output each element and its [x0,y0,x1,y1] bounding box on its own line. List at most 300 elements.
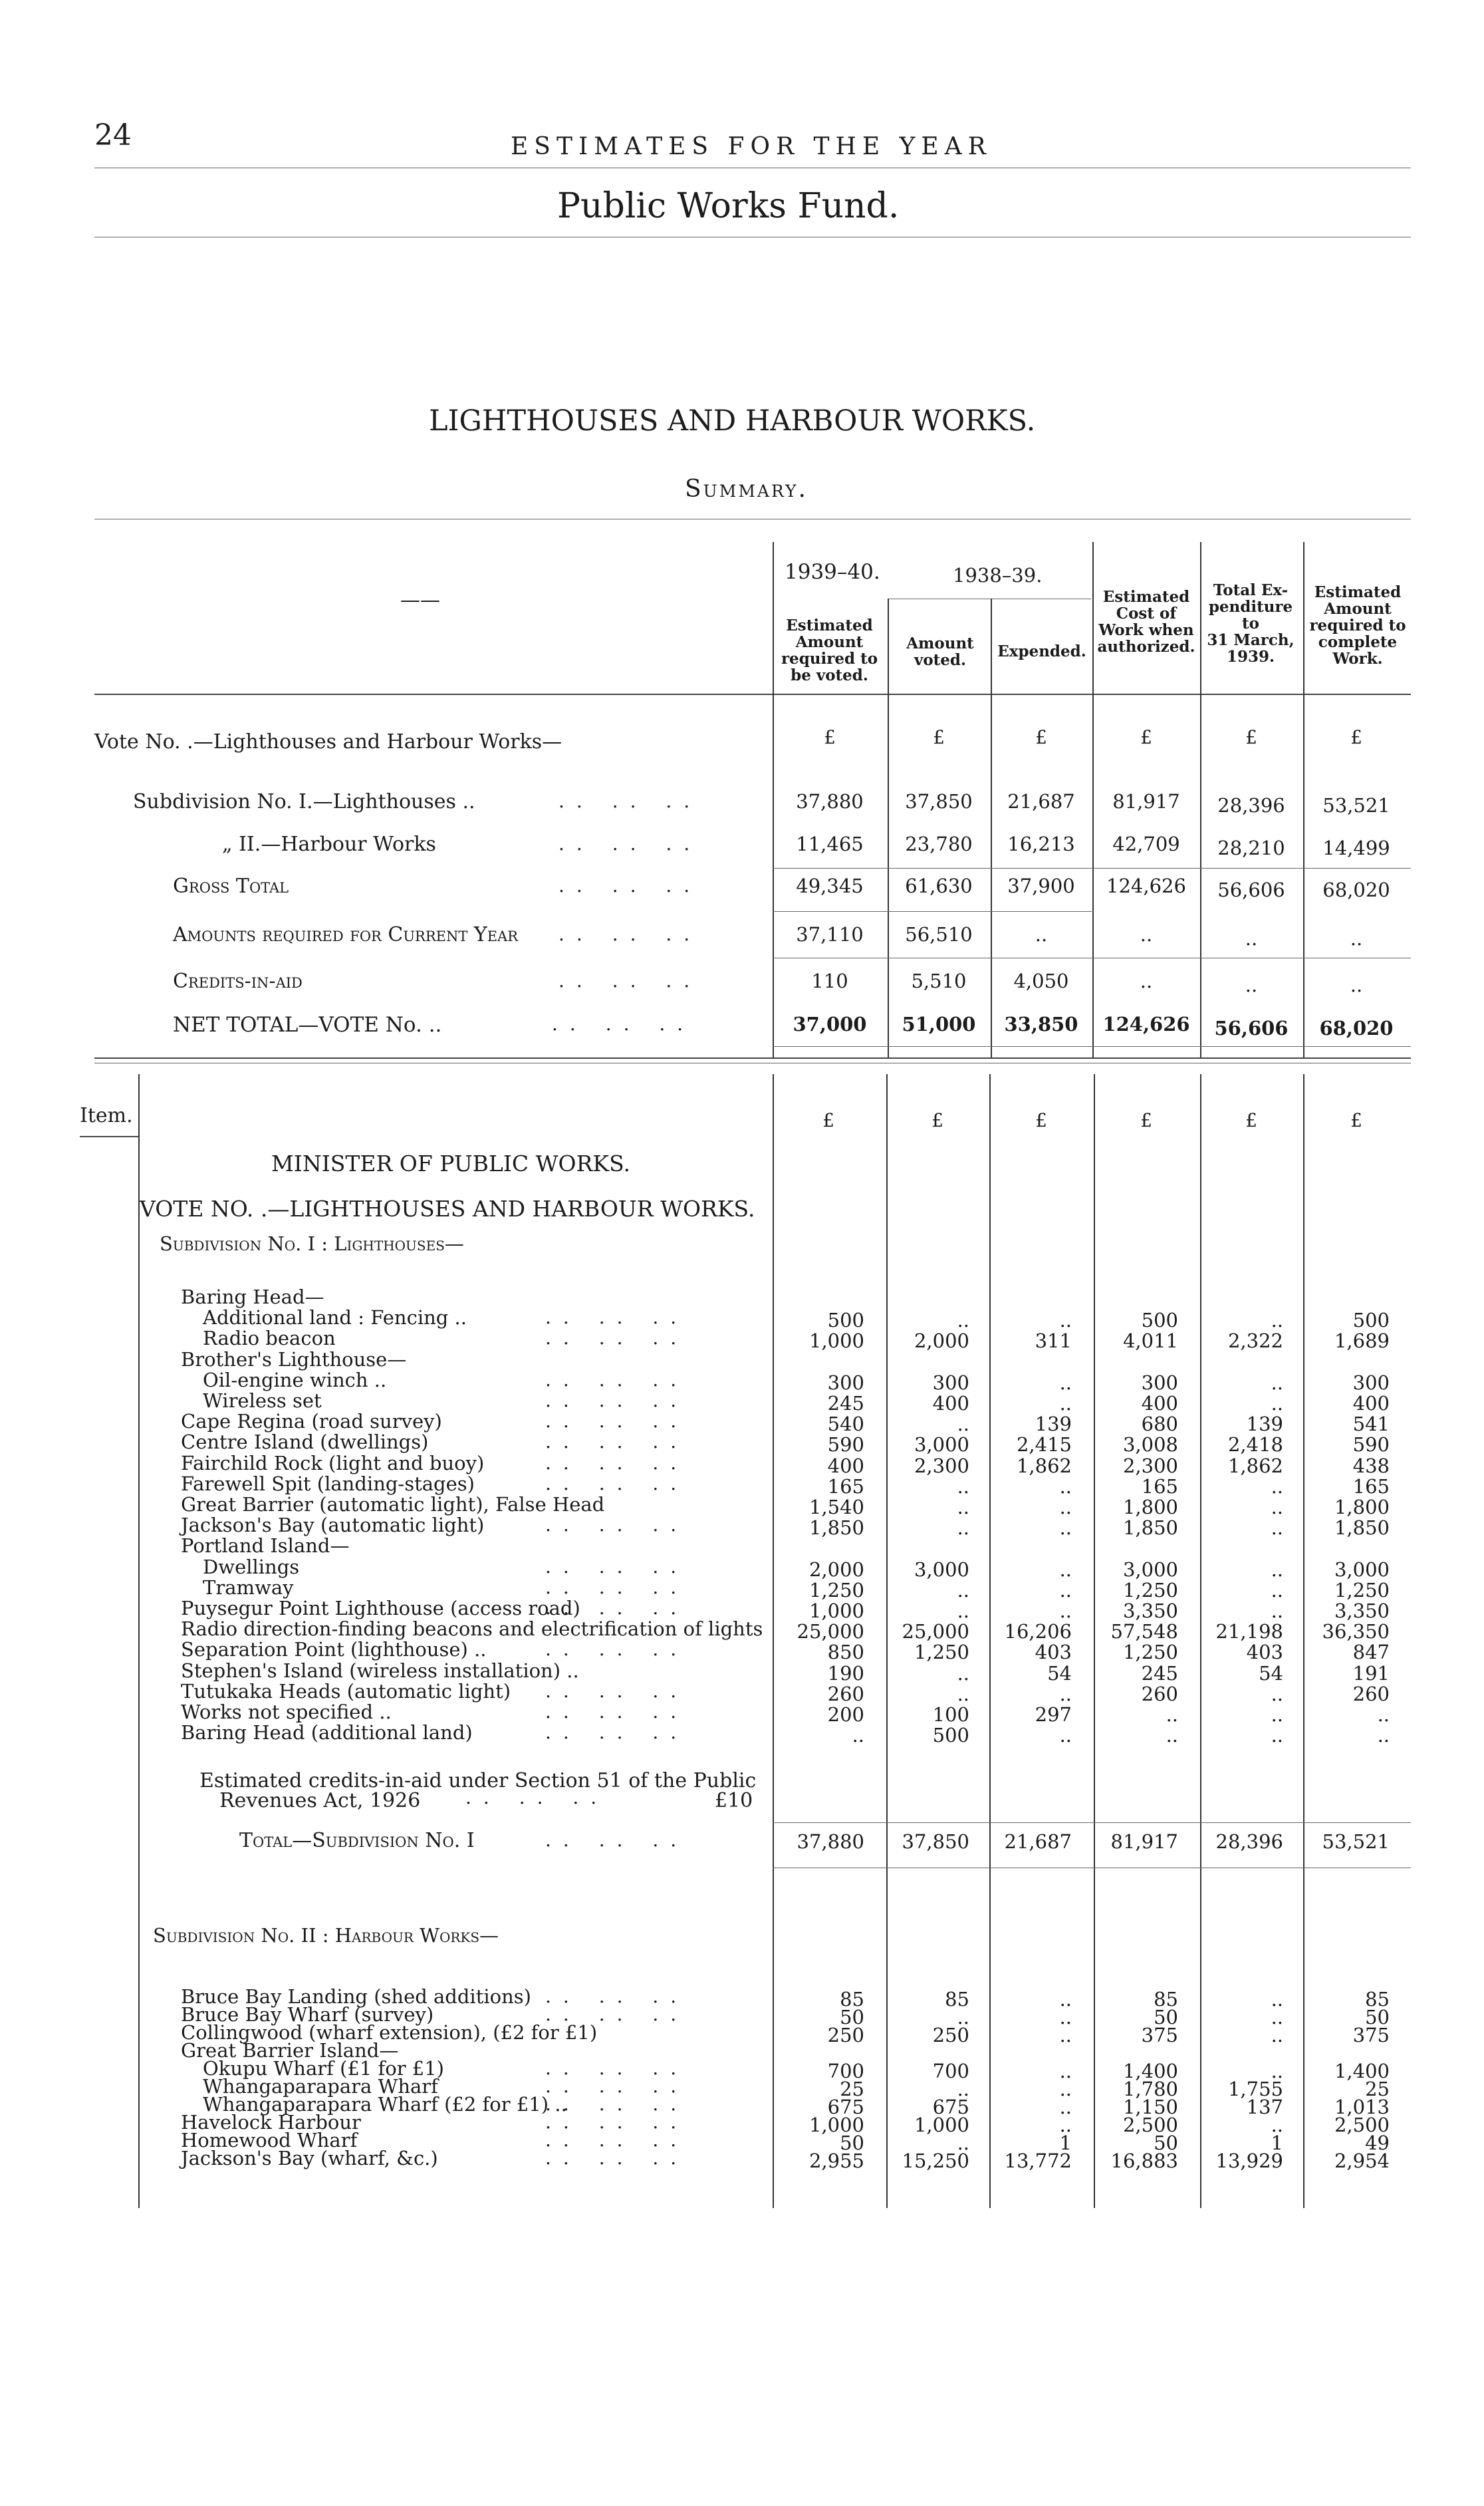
summary-cell: 33,850 [1004,1013,1078,1036]
sub1-cell: .. [957,1682,969,1705]
summary-cell: 37,880 [796,790,864,813]
summary-cell: 37,000 [793,1013,867,1036]
sub1-cell: 297 [1035,1703,1072,1726]
sub1-total-cell: 28,396 [1215,1830,1283,1853]
col-header-amount-to-complete: Estimated Amount required to complete Work. [1309,583,1406,668]
sub1-row-leader: .. .. .. [545,1679,689,1702]
sub1-cell: .. [957,1661,969,1685]
sub1-cell: 500 [827,1309,864,1332]
sub1-cell: .. [1271,1558,1283,1581]
sub2-cell: 1,400 [1122,2060,1178,2082]
sub1-cell: 311 [1035,1329,1072,1353]
sub1-row-leader: .. .. .. [545,1514,689,1536]
sub1-cell: 3,008 [1122,1433,1178,1457]
summary-currency-symbol: £ [1245,726,1257,748]
sub1-row-label: Puysegur Point Lighthouse (access road) [181,1597,580,1619]
sub1-row-leader: .. .. .. [545,1555,689,1578]
sub1-cell: 21,198 [1215,1620,1283,1643]
sub1-cell: .. [1059,1474,1072,1498]
sub1-cell: 3,350 [1334,1600,1390,1622]
summary-cell: 110 [811,970,848,992]
sub2-cell: 50 [840,2006,864,2028]
summary-currency-symbol: £ [1035,726,1047,748]
sub1-cell: 3,000 [1334,1558,1390,1581]
detail-currency-symbol: £ [1245,1109,1257,1131]
sub1-cell: .. [1271,1474,1283,1498]
sub1-row-leader: .. .. .. [545,1576,689,1598]
sub1-cell: 260 [1141,1682,1178,1705]
sub2-cell: 25 [840,2078,864,2100]
sub2-cell: .. [1059,2096,1072,2118]
summary-cell: .. [1350,927,1363,950]
summary-cell: 37,850 [905,790,973,813]
sub1-cell: 300 [1352,1371,1390,1394]
summary-row-label: Subdivision No. I.—Lighthouses .. [133,790,475,813]
sub1-cell: .. [1271,1496,1283,1518]
sub1-cell: .. [1059,1516,1072,1540]
sub1-cell: 36,350 [1322,1620,1390,1643]
sub1-row-label: Fairchild Rock (light and buoy) [181,1451,485,1474]
sub1-cell: 3,000 [914,1433,969,1457]
subdivision-1-total-label: Total—Subdivision No. I [239,1829,475,1852]
sub1-cell: .. [1166,1703,1178,1726]
sub2-cell: .. [1059,2006,1072,2028]
sub1-cell: .. [1059,1371,1072,1394]
sub1-cell: 200 [827,1703,864,1726]
summary-currency-symbol: £ [1350,726,1362,748]
summary-cell: .. [1245,927,1258,950]
sub1-total-cell: 81,917 [1110,1830,1178,1853]
sub2-cell: 1,780 [1122,2078,1178,2100]
summary-rule-header-bottom [94,694,1411,695]
sub2-cell: 250 [827,2024,864,2046]
credits-amount: £10 [715,1789,753,1812]
sub1-cell: 165 [827,1474,864,1498]
summary-row-label: „ II.—Harbour Works [222,833,436,856]
sub1-cell: 1,250 [1122,1641,1178,1664]
summary-cell: 56,510 [905,923,973,946]
sub2-row-leader: .. .. .. [545,2075,689,2097]
sub1-cell: .. [1271,1578,1283,1601]
sub1-row-label: Great Barrier (automatic light), False Head [181,1493,605,1516]
summary-cell: 56,606 [1217,879,1285,901]
summary-row-label: Gross Total [173,875,289,898]
sub1-cell: 1,689 [1334,1329,1390,1353]
sub2-cell: 2,955 [808,2150,864,2172]
sub1-cell: 191 [1352,1661,1390,1685]
sub1-cell: 3,350 [1122,1600,1178,1622]
sub1-row-label: Dwellings [203,1555,300,1578]
sub1-row-leader: .. .. .. [545,1597,689,1619]
summary-col-rule-1 [773,542,774,1058]
sub1-total-cell: 37,880 [797,1830,864,1853]
sub1-cell: 400 [932,1392,969,1415]
summary-cell: 56,606 [1214,1017,1289,1040]
sub1-cell: 1,250 [914,1641,969,1664]
sub2-row-leader: .. .. .. [545,2147,689,2169]
summary-row-label: Credits-in-aid [173,970,303,993]
summary-cell: 11,465 [796,833,864,855]
sub2-cell: 700 [932,2060,969,2082]
sub1-row-leader: .. .. .. [545,1701,689,1723]
sub2-cell: 15,250 [902,2150,969,2172]
sub1-cell: 403 [1035,1641,1072,1664]
sub1-row-label: Tramway [203,1576,294,1599]
summary-cell: .. [1140,923,1153,946]
sub1-cell: 25,000 [902,1620,969,1643]
sub2-cell: 85 [1154,1988,1178,2011]
sub1-row-label: Separation Point (lighthouse) .. [181,1638,487,1661]
sub2-cell: 1 [1271,2132,1283,2154]
sub1-cell: 16,206 [1004,1620,1072,1643]
sub2-cell: 375 [1352,2024,1390,2046]
sub1-cell: 2,300 [914,1454,969,1477]
summary-row-leader: .. .. .. [558,790,702,812]
col-header-amount-voted: Amount voted. [906,634,974,669]
sub2-cell: 25 [1365,2078,1390,2100]
fund-title: Public Works Fund. [557,186,900,226]
sub1-cell: 438 [1352,1454,1390,1477]
sub2-row-leader: .. .. .. [545,2093,689,2115]
sub1-total-leader: .. .. .. [545,1829,689,1851]
subdivision-2-title: Subdivision No. II : Harbour Works— [153,1924,499,1947]
detail-currency-symbol: £ [1035,1109,1047,1131]
page-number: 24 [94,118,132,152]
sub2-row-leader: .. .. .. [545,2057,689,2079]
summary-cell: 51,000 [902,1013,976,1036]
sub1-cell: 1,800 [1334,1496,1390,1518]
sub1-cell: 1,000 [808,1329,864,1353]
sub2-cell: 16,883 [1110,2150,1178,2172]
sub1-cell: .. [1377,1703,1390,1726]
sub1-row-label: Wireless set [203,1389,322,1412]
sub1-cell: 260 [827,1682,864,1705]
sub2-cell: 1,000 [914,2114,969,2136]
sub1-cell: .. [1059,1578,1072,1601]
section-title: LIGHTHOUSES AND HARBOUR WORKS. [429,404,1036,438]
summary-cell: 81,917 [1112,790,1180,813]
sub2-row-label: Bruce Bay Landing (shed additions) [181,1985,531,2008]
sub1-cell: .. [852,1724,864,1747]
sub1-cell: 2,418 [1227,1433,1283,1457]
sub1-row-label: Radio direction-finding beacons and electrification of lights [181,1617,763,1641]
item-col-rule [138,1074,140,2208]
summary-cell: 42,709 [1112,833,1180,855]
sub1-cell: 2,415 [1016,1433,1072,1457]
sub1-total-cell: 53,521 [1322,1830,1390,1853]
sub1-cell: 680 [1141,1413,1178,1436]
sub1-cell: 847 [1352,1641,1390,1664]
sub2-row-label: Havelock Harbour [181,2111,361,2134]
detail-currency-symbol: £ [931,1109,943,1131]
sub1-cell: 1,850 [808,1516,864,1540]
summary-cell: 68,020 [1322,879,1390,901]
sub2-cell: 2,954 [1334,2150,1390,2172]
sub2-row-label: Jackson's Bay (wharf, &c.) [181,2147,438,2169]
sub2-cell: .. [1059,1988,1072,2011]
sub1-row-leader: .. .. .. [545,1638,689,1661]
sub1-cell: .. [1059,1392,1072,1415]
sub1-row-label: Cape Regina (road survey) [181,1410,442,1433]
sub1-cell: .. [1059,1558,1072,1581]
sub1-cell: 190 [827,1661,864,1685]
summary-cell: 28,210 [1217,837,1285,859]
sub2-cell: 1,400 [1334,2060,1390,2082]
sub2-row-label: Whangaparapara Wharf (£2 for £1) .. [203,2093,567,2116]
sub1-cell: 1,540 [808,1496,864,1518]
summary-cell: 4,050 [1013,970,1069,992]
sub1-cell: 165 [1352,1474,1390,1498]
sub1-row-leader: .. .. .. [545,1410,689,1433]
sub1-cell: 2,000 [914,1329,969,1353]
sub1-row-label: Radio beacon [203,1327,336,1350]
detail-currency-symbol: £ [1350,1109,1362,1131]
running-title: ESTIMATES FOR THE YEAR [511,133,992,160]
sub2-cell: 675 [932,2096,969,2118]
year-1939: 1939–40. [785,560,880,584]
sub1-cell: 500 [1141,1309,1178,1332]
sub1-row-label: Additional land : Fencing .. [203,1306,467,1329]
sub2-cell: 50 [1154,2006,1178,2028]
sub2-row-leader: .. .. .. [545,2003,689,2025]
sub1-cell: 500 [1352,1309,1390,1332]
header-dash: —— [400,589,440,612]
sub1-cell: 400 [827,1454,864,1477]
summary-cell: 37,110 [796,923,864,946]
sub1-cell: .. [1166,1724,1178,1747]
sub1-cell: .. [1059,1309,1072,1332]
sub1-row-leader: .. .. .. [545,1389,689,1411]
summary-row-label: Vote No. .—Lighthouses and Harbour Works— [94,730,562,754]
sub1-cell: .. [1271,1682,1283,1705]
sub1-row-leader: .. .. .. [545,1431,689,1453]
sub2-row-leader: .. .. .. [545,2111,689,2133]
sub1-row-leader: .. .. .. [545,1306,689,1329]
sub1-cell: .. [957,1309,969,1332]
sub2-cell: 50 [1365,2006,1390,2028]
summary-row-rule [773,868,1411,869]
summary-rule-bottom [94,1057,1411,1059]
sub2-cell: 250 [932,2024,969,2046]
summary-cell: 124,626 [1102,1013,1190,1036]
sub1-row-label: Works not specified .. [181,1701,392,1723]
sub1-cell: 139 [1035,1413,1072,1436]
sub2-cell: 1 [1059,2132,1072,2154]
sub1-cell: .. [1271,1371,1283,1394]
summary-row-label: NET TOTAL—VOTE No. .. [173,1013,442,1037]
sub2-cell: .. [957,2132,969,2154]
sub2-cell: 50 [840,2132,864,2154]
sub2-cell: .. [1059,2024,1072,2046]
sub1-row-label: Baring Head— [181,1286,324,1308]
sub2-cell: 50 [1154,2132,1178,2154]
sub1-row-leader: .. .. .. [545,1368,689,1391]
sub1-cell: 4,011 [1122,1329,1178,1353]
sub1-cell: .. [1059,1682,1072,1705]
sub2-cell: 85 [1365,1988,1390,2011]
summary-cell: 37,900 [1007,875,1075,897]
sub2-row-label: Great Barrier Island— [181,2039,399,2062]
sub1-row-leader: .. .. .. [545,1327,689,1349]
sub1-cell: .. [957,1578,969,1601]
sub2-cell: 13,772 [1004,2150,1072,2172]
sub1-cell: 1,850 [1334,1516,1390,1540]
sub2-row-label: Okupu Wharf (£1 for £1) [203,2057,444,2080]
sub1-row-label: Tutukaka Heads (automatic light) [181,1679,511,1703]
sub2-cell: .. [957,2006,969,2028]
sub1-cell: 300 [932,1371,969,1394]
sub2-cell: .. [1271,2114,1283,2136]
sub1-row-leader: .. .. .. [545,1721,689,1744]
sub2-cell: .. [1059,2078,1072,2100]
credits-note-line-2: Revenues Act, 1926 [219,1789,421,1812]
col-header-total-expenditure: Total Ex- penditure to 31 March, 1939. [1207,581,1295,666]
sub1-cell: .. [1271,1516,1283,1540]
sub1-cell: 1,850 [1122,1516,1178,1540]
sub1-cell: 540 [827,1413,864,1436]
sub2-cell: 137 [1246,2096,1283,2118]
sub1-cell: 590 [827,1433,864,1457]
sub1-cell: 403 [1246,1641,1283,1664]
sub1-total-rule-top [773,1822,1411,1823]
sub2-cell: .. [1271,2060,1283,2082]
credits-note-leader: .. .. .. [465,1786,609,1808]
sub1-cell: 590 [1352,1433,1390,1457]
summary-row-leader: .. .. .. [558,923,702,945]
sub2-cell: 85 [840,1988,864,2011]
sub2-cell: 1,013 [1334,2096,1390,2118]
sub1-row-leader: .. .. .. [545,1451,689,1474]
sub2-cell: 1,150 [1122,2096,1178,2118]
sub1-cell: .. [957,1600,969,1622]
sub1-cell: 57,548 [1110,1620,1178,1643]
sub2-cell: 1,000 [808,2114,864,2136]
sub1-cell: 100 [932,1703,969,1726]
sub1-cell: 245 [827,1392,864,1415]
sub1-cell: 1,250 [1122,1578,1178,1601]
section-subtitle: Summary. [685,476,808,503]
sub1-cell: 3,000 [914,1558,969,1581]
sub1-cell: .. [957,1413,969,1436]
sub1-cell: 1,250 [1334,1578,1390,1601]
sub1-cell: 400 [1141,1392,1178,1415]
summary-currency-symbol: £ [1140,726,1152,748]
sub1-cell: 300 [1141,1371,1178,1394]
sub2-cell: 2,500 [1334,2114,1390,2136]
summary-cell: 61,630 [905,875,973,897]
sub1-cell: 54 [1047,1661,1072,1685]
sub2-cell: 1,755 [1227,2078,1283,2100]
sub2-cell: 13,929 [1215,2150,1283,2172]
summary-cell: 28,396 [1217,794,1285,817]
sub1-cell: 165 [1141,1474,1178,1498]
summary-cell: 16,213 [1007,833,1075,855]
summary-cell: .. [1245,974,1258,996]
summary-cell: .. [1035,923,1048,946]
summary-row-leader: .. .. .. [552,1013,695,1035]
sub2-cell: 85 [945,1988,969,2011]
summary-cell: 53,521 [1322,794,1390,817]
sub1-row-leader: .. .. .. [545,1472,689,1494]
sub1-cell: 850 [827,1641,864,1664]
summary-row-rule [773,911,1092,912]
summary-cell: 68,020 [1319,1017,1394,1040]
sub1-row-label: Stephen's Island (wireless installation) .. [181,1659,579,1682]
summary-row-label: Amounts required for Current Year [173,923,519,946]
item-label: Item. [80,1104,133,1127]
sub1-cell: 2,000 [808,1558,864,1581]
sub1-cell: .. [1271,1724,1283,1747]
summary-cell: 49,345 [796,875,864,897]
sub1-total-cell: 21,687 [1004,1830,1072,1853]
sub2-row-leader: .. .. .. [545,1985,689,2007]
summary-row-leader: .. .. .. [558,970,702,992]
summary-row-rule [773,1046,1411,1047]
sub1-row-label: Brother's Lighthouse— [181,1347,407,1371]
sub2-cell: 375 [1141,2024,1178,2046]
sub1-cell: 2,300 [1122,1454,1178,1477]
sub2-cell: .. [1271,2024,1283,2046]
sub2-row-label: Whangaparapara Wharf [203,2075,438,2098]
col-header-estimated-cost: Estimated Cost of Work when authorized. [1097,588,1195,656]
sub1-cell: 500 [932,1724,969,1747]
sub2-cell: .. [957,2078,969,2100]
sub1-cell: 25,000 [797,1620,864,1643]
sub1-row-label: Centre Island (dwellings) [181,1431,429,1454]
summary-row-leader: .. .. .. [558,875,702,897]
sub1-cell: 260 [1352,1682,1390,1705]
summary-cell: 124,626 [1106,875,1186,897]
sub1-cell: 139 [1246,1413,1283,1436]
vote-heading: VOTE NO. .—LIGHTHOUSES AND HARBOUR WORKS. [140,1196,755,1222]
sub1-cell: .. [1271,1309,1283,1332]
sub1-cell: .. [1271,1600,1283,1622]
sub2-row-label: Homewood Wharf [181,2129,358,2152]
sub1-cell: 300 [827,1371,864,1394]
sub1-row-label: Portland Island— [181,1534,350,1558]
sub2-cell: 700 [827,2060,864,2082]
sub1-row-label: Baring Head (additional land) [181,1721,473,1744]
sub1-cell: .. [1059,1600,1072,1622]
sub1-cell: .. [957,1496,969,1518]
sub1-row-label: Oil-engine winch .. [203,1368,387,1391]
sub1-cell: .. [1271,1392,1283,1415]
sub1-cell: 400 [1352,1392,1390,1415]
sub1-cell: 2,322 [1227,1329,1283,1353]
detail-currency-symbol: £ [1140,1109,1152,1131]
sub1-cell: .. [1059,1724,1072,1747]
sub1-cell: .. [1059,1496,1072,1518]
sub2-row-label: Collingwood (wharf extension), (£2 for £1) [181,2021,598,2044]
detail-currency-symbol: £ [822,1109,834,1131]
sub2-cell: .. [1059,2060,1072,2082]
subdivision-1-title: Subdivision No. I : Lighthouses— [160,1232,464,1255]
sub1-cell: 1,862 [1016,1454,1072,1477]
summary-cell: 21,687 [1007,790,1075,813]
credits-note-line-1: Estimated credits-in-aid under Section 51 of the Public [199,1769,757,1792]
sub2-row-leader: .. .. .. [545,2129,689,2151]
sub1-total-cell: 37,850 [902,1830,969,1853]
sub2-cell: .. [1271,2006,1283,2028]
sub1-cell: 245 [1141,1661,1178,1685]
sub1-row-label: Farewell Spit (landing-stages) [181,1472,475,1495]
sub2-cell: 675 [827,2096,864,2118]
minister-heading: MINISTER OF PUBLIC WORKS. [271,1151,630,1177]
sub1-cell: 1,862 [1227,1454,1283,1477]
summary-cell: 23,780 [905,833,973,855]
sub1-row-label: Jackson's Bay (automatic light) [181,1514,485,1537]
sub2-cell: .. [1271,1988,1283,2011]
